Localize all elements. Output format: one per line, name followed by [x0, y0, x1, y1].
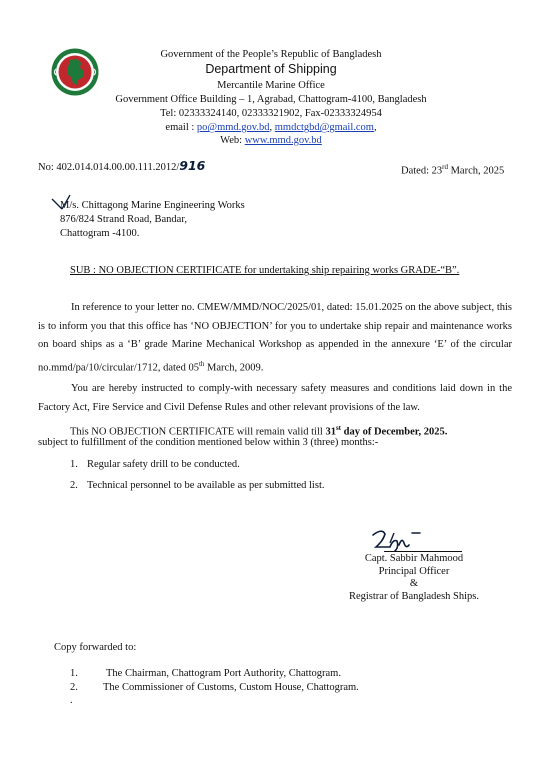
header-government: Government of the People’s Republic of Bangladesh — [160, 49, 382, 60]
subject-line: SUB : NO OBJECTION CERTIFICATE for undertaking ship repairing works GRADE-“B”. — [70, 265, 460, 276]
condition-intro: subject to fulfillment of the condition mentioned below within 3 (three) months:- — [38, 437, 379, 448]
addressee-block — [60, 199, 245, 241]
body-p1-ordinal: th — [198, 359, 205, 368]
header-department: Department of Shipping — [205, 62, 337, 76]
validity-ordinal: st — [335, 424, 341, 432]
handwritten-check-mark — [50, 193, 72, 213]
email-link-mmdctgbd[interactable]: mmdctgbd@gmail.com — [274, 122, 374, 133]
website-link[interactable]: www.mmd.gov.bd — [244, 135, 322, 146]
addressee-city: Chattogram -4100. — [60, 228, 140, 239]
reference-number — [38, 159, 205, 175]
condition-text: Technical personnel to be available as per submitted list. — [87, 480, 325, 491]
header-tel-fax: Tel: 02333324140, 02333321902, Fax-02333324954 — [160, 108, 382, 119]
condition-number: 1. — [70, 459, 78, 470]
validity-date: day of December, 2025. — [341, 426, 448, 438]
header-address: Government Office Building – 1, Agrabad, Chattogram-4100, Bangladesh — [115, 94, 427, 105]
date-ordinal: rd — [442, 163, 448, 171]
copy-recipient-text: The Commissioner of Customs, Custom House, Chattogram. — [103, 682, 359, 693]
validity-text: This NO OBJECTION CERTIFICATE will remain valid till — [70, 426, 326, 438]
government-seal-logo — [50, 47, 100, 97]
signatory-title-2: Registrar of Bangladesh Ships. — [348, 590, 480, 602]
copy-recipient-number: 1. — [70, 668, 78, 679]
copy-forwarded-list — [70, 667, 359, 707]
signatory-ampersand: & — [409, 578, 419, 589]
copy-recipient-number: 2. — [70, 682, 78, 693]
header-email-line — [100, 121, 442, 135]
email-end: , — [373, 122, 377, 133]
condition-text: Regular safety drill to be conducted. — [87, 459, 240, 470]
copy-forwarded-heading: Copy forwarded to: — [54, 642, 137, 653]
trailing-mark: . — [70, 695, 73, 706]
letter-date — [401, 160, 504, 179]
handwritten-number: 916 — [179, 158, 206, 173]
date-prefix: Dated: 23 — [401, 165, 443, 177]
condition-number: 2. — [70, 480, 78, 491]
reference-number-text: No: 402.014.014.00.00.111.2012/ — [38, 162, 180, 173]
body-p1-text: In reference to your letter no. CMEW/MMD/NOC/2025/01, dated: 15.01.2025 on the above subject, this is to inform you that this office has ‘NO OBJECTION’ for you to undertake ship repair and maintenance works on board ships as a ‘B’ grade Marine Mechanical Workshop as appended in the annexure ‘E’ of the circular no.mmd/pa/10/circular/1712, dated 05 — [38, 302, 512, 373]
email-separator: , — [269, 122, 275, 133]
header-web-line — [100, 134, 442, 148]
signatory-block — [346, 553, 482, 603]
conditions-list — [70, 458, 324, 493]
condition-item — [70, 479, 324, 493]
validity-day: 31 — [325, 426, 336, 438]
copy-recipient-text: The Chairman, Chattogram Port Authority, Chattogram. — [106, 668, 341, 679]
signatory-title: Principal Officer — [378, 565, 450, 577]
header-office: Mercantile Marine Office — [217, 80, 325, 91]
addressee-street: 876/824 Strand Road, Bandar, — [60, 214, 188, 225]
body-paragraph-2 — [38, 380, 512, 417]
email-link-po[interactable]: po@mmd.gov.bd — [196, 122, 270, 133]
handwritten-signature — [368, 526, 446, 554]
web-label: Web: — [220, 135, 245, 146]
copy-recipient — [70, 681, 359, 695]
body-paragraph-1 — [38, 299, 512, 378]
addressee-name: M/s. Chittagong Marine Engineering Works — [60, 200, 245, 211]
body-p1-end: March, 2009. — [204, 362, 264, 373]
copy-recipient — [70, 667, 359, 681]
condition-item — [70, 458, 324, 479]
signatory-name: Capt. Sabbir Mahmood — [364, 553, 464, 564]
email-label: email : — [165, 122, 197, 133]
signature-line — [384, 551, 462, 552]
date-suffix: March, 2025 — [447, 165, 505, 177]
body-p2-text: You are hereby instructed to comply-with necessary safety measures and conditions laid down in the Factory Act, Fire Service and Civil Defense Rules and other relevant provisions of the law. — [38, 383, 512, 413]
